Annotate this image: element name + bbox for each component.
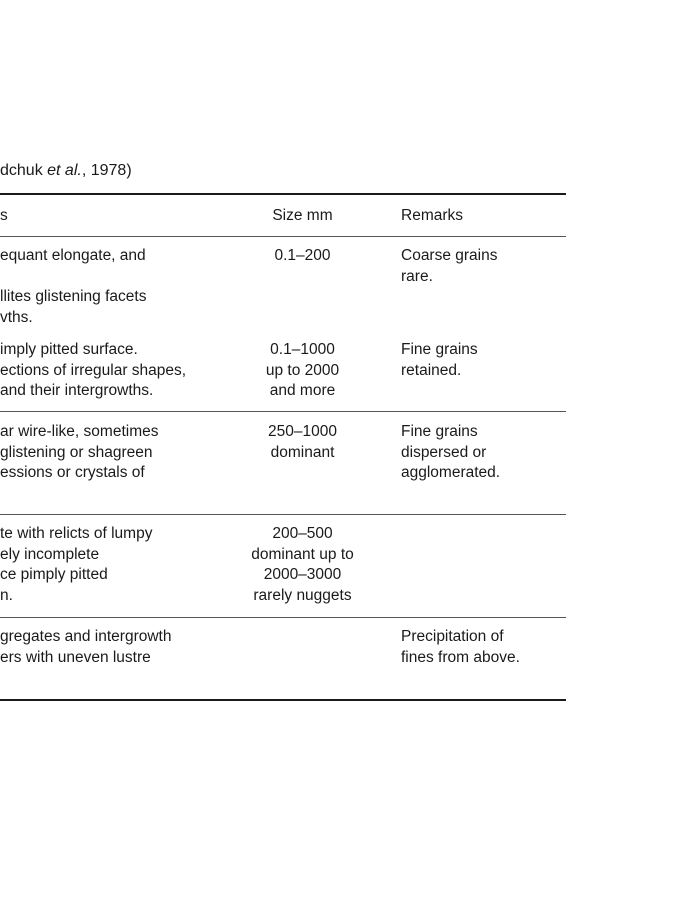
cell-line: and more <box>269 382 336 399</box>
cell-line: vths. <box>0 308 33 326</box>
cell-line: rarely nuggets <box>253 586 352 604</box>
cell-line: ce pimply pitted <box>0 566 108 583</box>
cell-line: dominant up to <box>251 545 354 563</box>
cell-line: Fine grains <box>401 341 478 358</box>
cell-line: 0.1–200 <box>274 247 331 264</box>
header-size: Size mm <box>272 207 333 224</box>
cell-line: equant elongate, and <box>0 247 146 264</box>
cell-line: Fine grains <box>401 423 478 440</box>
table-cell-size <box>230 246 375 267</box>
row-divider <box>0 514 566 515</box>
cell-line: 2000–3000 <box>263 566 342 583</box>
table-bottom-rule <box>0 699 566 701</box>
cell-line: dominant <box>270 443 335 461</box>
cell-line: Precipitation of <box>401 628 504 645</box>
header-description: s <box>0 207 8 224</box>
table-cell-remarks <box>401 627 520 668</box>
table-cell-desc <box>0 246 146 328</box>
cell-line: glistening or shagreen <box>0 443 153 461</box>
table-cell-desc <box>0 524 152 606</box>
table-cell-desc <box>0 422 158 484</box>
cell-line: imply pitted surface. <box>0 341 138 358</box>
cell-line: agglomerated. <box>401 464 501 481</box>
header-rule <box>0 236 566 237</box>
cell-line: up to 2000 <box>265 361 340 379</box>
row-divider <box>0 411 566 412</box>
cell-line: n. <box>0 586 13 604</box>
header-remarks: Remarks <box>401 207 464 224</box>
cell-line: 0.1–1000 <box>270 341 335 358</box>
cell-line: 200–500 <box>272 525 333 542</box>
cell-line: dispersed or <box>401 443 487 461</box>
cell-line: ers with uneven lustre <box>0 648 151 666</box>
table-cell-remarks <box>401 422 500 484</box>
cell-line: ections of irregular shapes, <box>0 361 187 379</box>
cell-line: llites glistening facets <box>0 288 147 305</box>
table-cell-size <box>230 340 375 402</box>
table-cell-size <box>230 422 375 463</box>
cell-line: and their intergrowths. <box>0 382 154 399</box>
table-top-rule <box>0 193 566 195</box>
cell-line: fines from above. <box>401 648 520 666</box>
table-cell-desc <box>0 627 171 668</box>
cell-line: rare. <box>401 267 433 285</box>
cell-line <box>0 267 146 288</box>
row-divider <box>0 617 566 618</box>
cell-line: 250–1000 <box>268 423 337 440</box>
table-cell-desc <box>0 340 186 402</box>
cell-line: retained. <box>401 361 462 379</box>
table-caption: dchuk et al., 1978) <box>0 162 132 179</box>
table-cell-remarks <box>401 340 478 381</box>
cell-line: ar wire-like, sometimes <box>0 423 159 440</box>
cell-line: Coarse grains <box>401 247 498 264</box>
cell-line: gregates and intergrowth <box>0 628 172 645</box>
table-cell-size <box>230 524 375 606</box>
cell-line: essions or crystals of <box>0 464 145 481</box>
cell-line: te with relicts of lumpy <box>0 525 153 542</box>
cell-line: ely incomplete <box>0 545 100 563</box>
table-cell-remarks <box>401 246 498 287</box>
